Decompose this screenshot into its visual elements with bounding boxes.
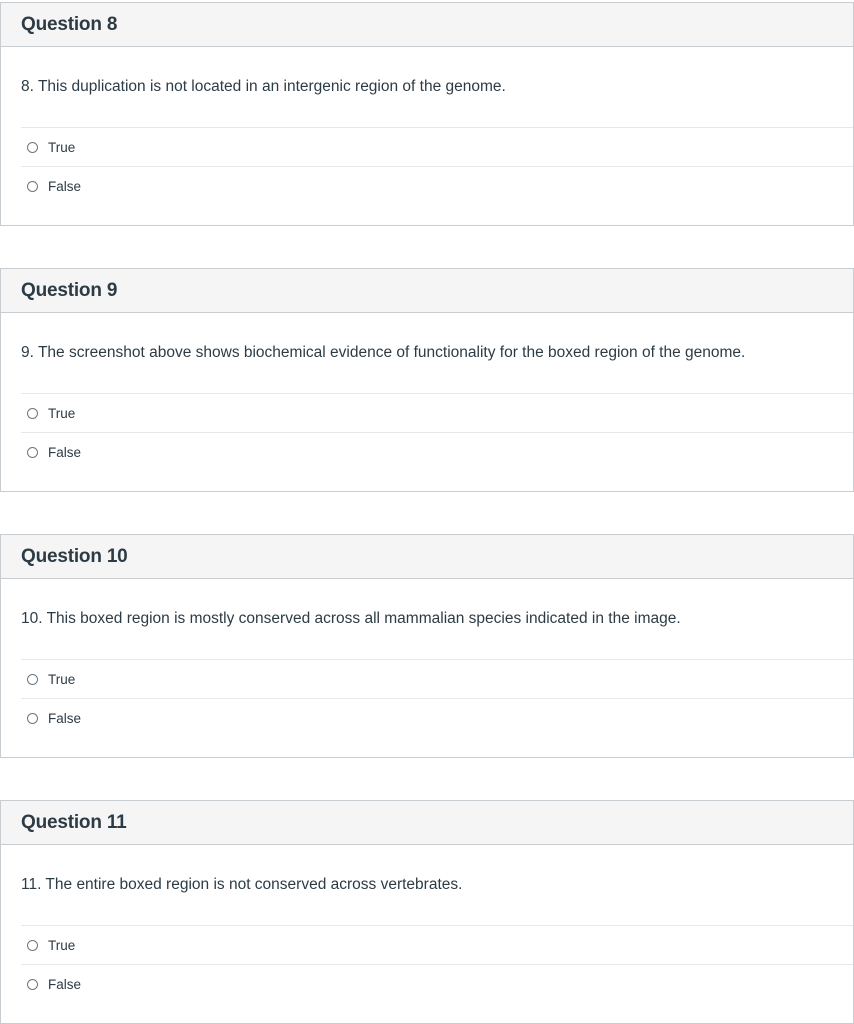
question-title: Question 10 bbox=[21, 545, 128, 567]
answer-false[interactable] bbox=[21, 167, 853, 205]
question-text: 10. This boxed region is mostly conserved across all mammalian species indicated in the image. bbox=[21, 579, 853, 660]
answer-label: True bbox=[48, 405, 76, 421]
answer-true[interactable] bbox=[21, 660, 853, 699]
answer-label: False bbox=[48, 976, 82, 992]
radio-button[interactable] bbox=[27, 979, 38, 990]
answer-label: False bbox=[48, 444, 82, 460]
answer-label: True bbox=[48, 139, 76, 155]
question-9 bbox=[0, 268, 854, 492]
answer-false[interactable] bbox=[21, 965, 853, 1003]
answer-true[interactable] bbox=[21, 926, 853, 965]
answer-label: False bbox=[48, 710, 82, 726]
answer-false[interactable] bbox=[21, 433, 853, 471]
question-10 bbox=[0, 534, 854, 758]
radio-button[interactable] bbox=[27, 674, 38, 685]
radio-button[interactable] bbox=[27, 713, 38, 724]
radio-button[interactable] bbox=[27, 447, 38, 458]
answer-label: True bbox=[48, 671, 76, 687]
answer-label: True bbox=[48, 937, 76, 953]
radio-button[interactable] bbox=[27, 408, 38, 419]
radio-button[interactable] bbox=[27, 940, 38, 951]
question-body bbox=[1, 579, 853, 737]
question-title: Question 8 bbox=[21, 13, 118, 35]
answer-true[interactable] bbox=[21, 394, 853, 433]
question-text: 8. This duplication is not located in an intergenic region of the genome. bbox=[21, 47, 853, 128]
question-header bbox=[1, 535, 853, 579]
answer-label: False bbox=[48, 178, 82, 194]
question-header bbox=[1, 269, 853, 313]
question-text: 11. The entire boxed region is not conserved across vertebrates. bbox=[21, 845, 853, 926]
question-header bbox=[1, 801, 853, 845]
radio-button[interactable] bbox=[27, 181, 38, 192]
question-8 bbox=[0, 2, 854, 226]
question-title: Question 9 bbox=[21, 279, 118, 301]
question-header bbox=[1, 3, 853, 47]
answer-false[interactable] bbox=[21, 699, 853, 737]
question-title: Question 11 bbox=[21, 811, 127, 833]
answer-true[interactable] bbox=[21, 128, 853, 167]
question-body bbox=[1, 47, 853, 205]
question-body bbox=[1, 313, 853, 471]
question-text: 9. The screenshot above shows biochemical evidence of functionality for the boxed region of the genome. bbox=[21, 313, 853, 394]
question-body bbox=[1, 845, 853, 1003]
radio-button[interactable] bbox=[27, 142, 38, 153]
question-11 bbox=[0, 800, 854, 1024]
